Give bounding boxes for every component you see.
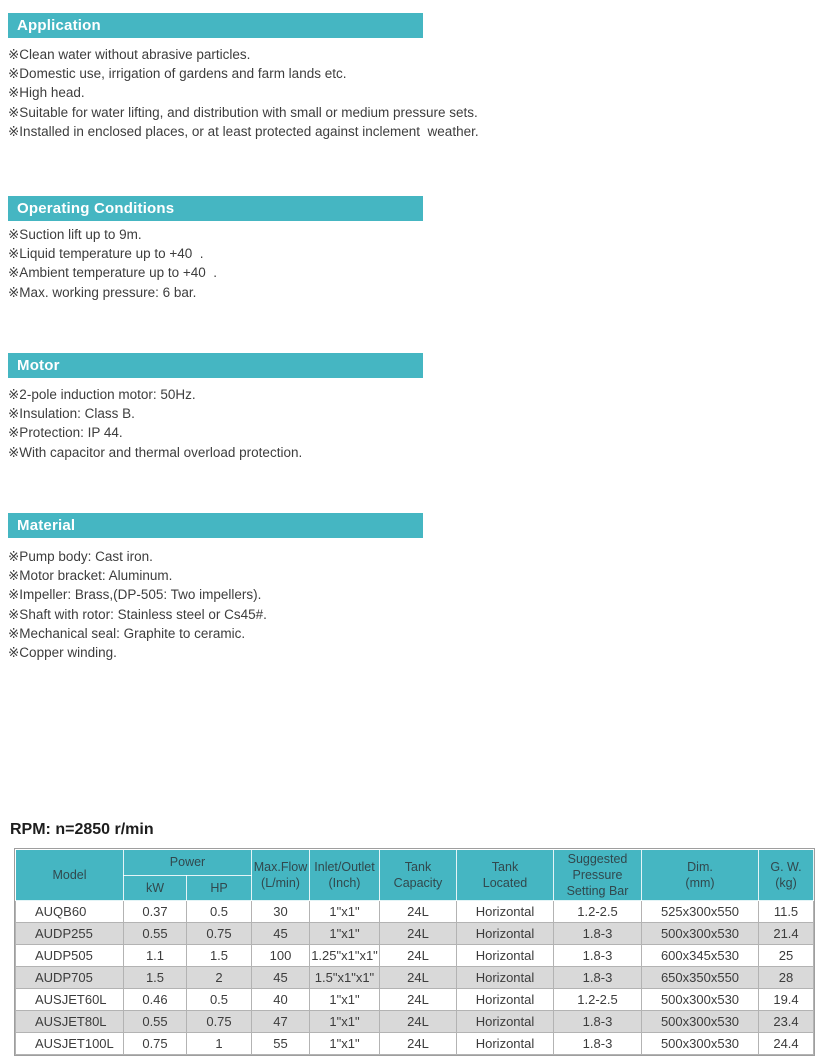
section-bar-application <box>8 13 423 38</box>
cell-inlet: 1"x1" <box>310 901 380 923</box>
cell-model: AUQB60 <box>16 901 124 923</box>
header-text: Located <box>482 876 528 890</box>
spec-table-header <box>16 850 814 901</box>
cell-hp: 1 <box>187 1033 252 1055</box>
cell-kw: 0.37 <box>124 901 187 923</box>
cell-gw: 23.4 <box>759 1011 814 1033</box>
cell-located: Horizontal <box>457 989 554 1011</box>
header-text: (L/min) <box>261 876 300 890</box>
header-text: Max.Flow <box>253 860 308 874</box>
header-cell-inlet-outlet <box>310 850 380 901</box>
cell-dim: 600x345x530 <box>642 945 759 967</box>
section-title-motor: Motor <box>17 357 60 374</box>
section-title-material: Material <box>17 517 76 534</box>
cell-tank: 24L <box>380 989 457 1011</box>
header-text: (Inch) <box>328 876 361 890</box>
bullet-item: ※Mechanical seal: Graphite to ceramic. <box>8 625 246 641</box>
cell-model: AUDP705 <box>16 967 124 989</box>
cell-kw: 0.46 <box>124 989 187 1011</box>
header-cell-maxflow <box>252 850 310 901</box>
cell-dim: 650x350x550 <box>642 967 759 989</box>
header-text: Tank <box>404 860 432 874</box>
cell-located: Horizontal <box>457 923 554 945</box>
cell-hp: 1.5 <box>187 945 252 967</box>
cell-dim: 500x300x530 <box>642 923 759 945</box>
header-cell-hp <box>187 875 252 901</box>
cell-kw: 1.5 <box>124 967 187 989</box>
header-text: Inlet/Outlet <box>314 860 375 874</box>
header-text: (kg) <box>775 876 797 890</box>
cell-tank: 24L <box>380 901 457 923</box>
table-row <box>16 901 814 923</box>
bullet-item: ※High head. <box>8 85 85 101</box>
cell-inlet: 1"x1" <box>310 989 380 1011</box>
bullet-item: ※Liquid temperature up to +40 . <box>8 246 204 262</box>
cell-hp: 0.5 <box>187 901 252 923</box>
bullet-item: ※Motor bracket: Aluminum. <box>8 568 173 584</box>
table-row <box>16 967 814 989</box>
bullet-item: ※Shaft with rotor: Stainless steel or Cs45#. <box>8 606 267 622</box>
cell-inlet: 1.5"x1"x1" <box>310 967 380 989</box>
bullet-item: ※Clean water without abrasive particles. <box>8 47 251 62</box>
spec-table <box>15 849 814 1055</box>
table-row <box>16 1011 814 1033</box>
cell-pressure: 1.8-3 <box>554 945 642 967</box>
cell-gw: 11.5 <box>759 901 814 923</box>
cell-pressure: 1.8-3 <box>554 923 642 945</box>
cell-pressure: 1.2-2.5 <box>554 989 642 1011</box>
cell-tank: 24L <box>380 945 457 967</box>
header-text: Power <box>169 855 206 870</box>
cell-pressure: 1.8-3 <box>554 967 642 989</box>
bullet-list-motor <box>8 385 808 462</box>
header-text: Pressure <box>572 868 623 882</box>
cell-located: Horizontal <box>457 967 554 989</box>
header-cell-power <box>124 850 252 876</box>
cell-model: AUSJET80L <box>16 1011 124 1033</box>
cell-gw: 25 <box>759 945 814 967</box>
cell-tank: 24L <box>380 923 457 945</box>
cell-dim: 525x300x550 <box>642 901 759 923</box>
cell-gw: 28 <box>759 967 814 989</box>
header-text: Capacity <box>393 876 443 890</box>
header-text: Model <box>52 868 87 882</box>
bullet-item: ※Suction lift up to 9m. <box>8 227 142 242</box>
cell-hp: 2 <box>187 967 252 989</box>
cell-dim: 500x300x530 <box>642 1033 759 1055</box>
cell-located: Horizontal <box>457 945 554 967</box>
cell-model: AUSJET60L <box>16 989 124 1011</box>
bullet-item: ※Protection: IP 44. <box>8 425 123 441</box>
section-title-application: Application <box>17 17 101 34</box>
bullet-item: ※Copper winding. <box>8 645 117 661</box>
cell-flow: 40 <box>252 989 310 1011</box>
bullet-list-application <box>8 45 808 141</box>
bullet-item: ※Ambient temperature up to +40 . <box>8 265 218 281</box>
cell-flow: 45 <box>252 923 310 945</box>
cell-kw: 0.55 <box>124 1011 187 1033</box>
header-text: G. W. <box>770 860 802 874</box>
header-text: Tank <box>491 860 519 874</box>
bullet-item: ※Insulation: Class B. <box>8 406 135 422</box>
header-cell-kw <box>124 875 187 901</box>
cell-located: Horizontal <box>457 1011 554 1033</box>
cell-tank: 24L <box>380 1011 457 1033</box>
cell-located: Horizontal <box>457 901 554 923</box>
cell-kw: 0.75 <box>124 1033 187 1055</box>
cell-hp: 0.75 <box>187 923 252 945</box>
cell-gw: 19.4 <box>759 989 814 1011</box>
cell-gw: 24.4 <box>759 1033 814 1055</box>
bullet-item: ※Max. working pressure: 6 bar. <box>8 284 197 300</box>
cell-tank: 24L <box>380 967 457 989</box>
cell-hp: 0.5 <box>187 989 252 1011</box>
cell-pressure: 1.8-3 <box>554 1033 642 1055</box>
cell-pressure: 1.2-2.5 <box>554 901 642 923</box>
section-bar-motor <box>8 353 423 378</box>
bullet-item: ※Pump body: Cast iron. <box>8 549 153 564</box>
cell-inlet: 1.25"x1"x1" <box>310 945 380 967</box>
cell-inlet: 1"x1" <box>310 923 380 945</box>
section-bar-operating-conditions <box>8 196 423 221</box>
header-cell-tank-located <box>457 850 554 901</box>
bullet-item: ※With capacitor and thermal overload protection. <box>8 444 303 460</box>
bullet-list-operating-conditions <box>8 225 808 302</box>
cell-dim: 500x300x530 <box>642 1011 759 1033</box>
header-cell-tank-capacity <box>380 850 457 901</box>
cell-kw: 1.1 <box>124 945 187 967</box>
bullet-item: ※Impeller: Brass,(DP-505: Two impellers). <box>8 587 262 603</box>
header-text: Suggested <box>567 852 628 866</box>
header-text: HP <box>210 880 228 895</box>
cell-flow: 47 <box>252 1011 310 1033</box>
cell-model: AUDP255 <box>16 923 124 945</box>
cell-inlet: 1"x1" <box>310 1011 380 1033</box>
cell-hp: 0.75 <box>187 1011 252 1033</box>
spec-table-body <box>16 901 814 1055</box>
header-cell-gw <box>759 850 814 901</box>
header-cell-suggested-pressure <box>554 850 642 901</box>
section-title-operating-conditions: Operating Conditions <box>17 200 175 217</box>
spec-table-wrap <box>14 848 815 1056</box>
header-text: kW <box>145 880 165 895</box>
section-bar-material <box>8 513 423 538</box>
table-row <box>16 1033 814 1055</box>
header-text: (mm) <box>685 876 715 890</box>
cell-inlet: 1"x1" <box>310 1033 380 1055</box>
cell-flow: 55 <box>252 1033 310 1055</box>
header-text: Setting Bar <box>566 884 629 898</box>
cell-pressure: 1.8-3 <box>554 1011 642 1033</box>
cell-model: AUSJET100L <box>16 1033 124 1055</box>
cell-flow: 100 <box>252 945 310 967</box>
header-cell-dim <box>642 850 759 901</box>
rpm-title: RPM: n=2850 r/min <box>10 821 154 838</box>
cell-kw: 0.55 <box>124 923 187 945</box>
cell-flow: 30 <box>252 901 310 923</box>
cell-tank: 24L <box>380 1033 457 1055</box>
table-row <box>16 989 814 1011</box>
table-row <box>16 923 814 945</box>
bullet-item: ※Domestic use, irrigation of gardens and farm lands etc. <box>8 66 347 82</box>
header-cell-model <box>16 850 124 901</box>
bullet-item: ※Suitable for water lifting, and distribution with small or medium pressure sets. <box>8 104 478 120</box>
cell-located: Horizontal <box>457 1033 554 1055</box>
cell-model: AUDP505 <box>16 945 124 967</box>
cell-flow: 45 <box>252 967 310 989</box>
bullet-item: ※Installed in enclosed places, or at least protected against inclement weather. <box>8 123 479 139</box>
cell-gw: 21.4 <box>759 923 814 945</box>
cell-dim: 500x300x530 <box>642 989 759 1011</box>
bullet-list-material <box>8 547 808 662</box>
header-text: Dim. <box>687 860 713 874</box>
bullet-item: ※2-pole induction motor: 50Hz. <box>8 387 196 402</box>
table-row <box>16 945 814 967</box>
